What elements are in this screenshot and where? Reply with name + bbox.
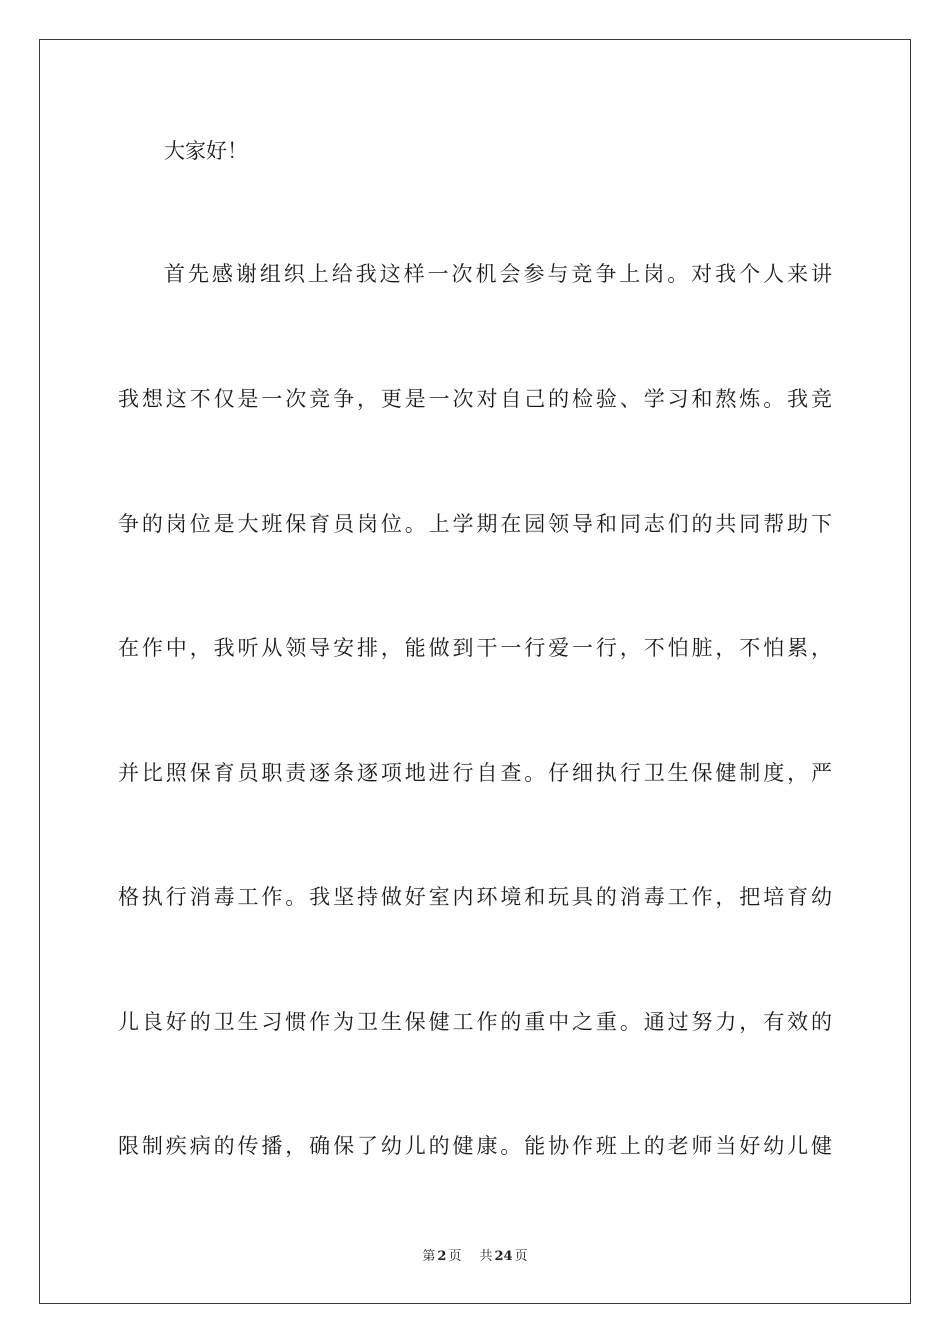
greeting-line: 大家好！ — [164, 139, 248, 163]
page-current: 2 — [437, 1249, 447, 1264]
paragraph-line-5: 并比照保育员职责逐条逐项地进行自查。仔细执行卫生保健制度，严 — [118, 761, 832, 785]
paragraph-line-6: 格执行消毒工作。我坚持做好室内环境和玩具的消毒工作，把培育幼 — [118, 885, 832, 909]
paragraph-line-7: 儿良好的卫生习惯作为卫生保健工作的重中之重。通过努力，有效的 — [118, 1010, 832, 1034]
page-total: 24 — [494, 1249, 513, 1264]
page-prefix: 第 — [422, 1249, 436, 1264]
page-suffix: 页 — [448, 1249, 462, 1264]
page-footer — [0, 1248, 950, 1266]
paragraph-line-8: 限制疾病的传播，确保了幼儿的健康。能协作班上的老师当好幼儿健 — [118, 1134, 832, 1158]
paragraph-line-2: 我想这不仅是一次竞争，更是一次对自己的检验、学习和熬炼。我竞 — [118, 387, 832, 411]
paragraph-line-1: 首先感谢组织上给我这样一次机会参与竞争上岗。对我个人来讲 — [164, 262, 832, 286]
paragraph-line-3: 争的岗位是大班保育员岗位。上学期在园领导和同志们的共同帮助下 — [118, 512, 832, 536]
page-frame — [39, 39, 911, 1304]
total-suffix: 页 — [514, 1249, 528, 1264]
paragraph-line-4: 在作中，我听从领导安排，能做到干一行爱一行，不怕脏，不怕累， — [118, 636, 832, 660]
total-prefix: 共 — [479, 1249, 493, 1264]
